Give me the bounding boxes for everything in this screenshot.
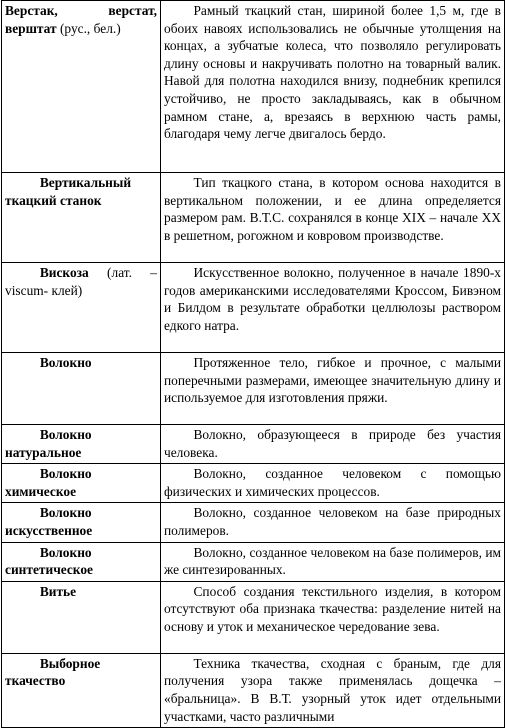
term-title: Волокно [39,355,92,370]
term-cell [2,173,161,263]
term-cell [2,503,161,542]
definition-cell: Протяженное тело, гибкое и прочное, с малыми поперечными размерами, имеющее значительную длину и используемое для изготовления пряжи. [161,353,505,425]
term-note: (рус., бел.) [59,20,121,36]
term-title: Верстак, верстат, верштат [5,3,157,36]
term-title: Вертикальный ткацкий станок [5,175,132,208]
term-cell [2,353,161,425]
table-row [2,464,505,503]
definition-cell: Способ создания текстильного изделия, в котором отсутствуют оба признака ткачества: разделение нитей на основу и уток и механическое чередование зева. [161,581,505,653]
definition-cell: Тип ткацкого стана, в котором основа находится в вертикальном положении, и ее длина определяется размером рам. В.Т.С. сохранялся в конце XIX – начале XX в решетном, рогожном и ковровом производстве. [161,173,505,263]
term-title: Волокно натуральное [5,427,92,460]
term-title: Волокно искусственное [5,505,93,538]
definition-cell: Рамный ткацкий стан, шириной более 1,5 м, где в обоих навоях использовались не обычные утолщения на концах, а зубчатые колеса, что позволяло регулировать длину основы и накручивать полотно на товарный валик. Навой для полотна находился внизу, поднебник крепился устойчиво, не просто закладываясь, как в обычном рамном стане, а, врезаясь в верхнюю часть рамы, благодаря чему легче двигалось бердо. [161,1,505,173]
term-title: Вискоза [39,265,89,280]
term-title: Волокно химическое [5,466,92,499]
table-row [2,653,505,727]
table-row [2,425,505,464]
term-cell [2,653,161,727]
term-note: (лат. – viscum- клей) [5,265,157,298]
glossary-table [1,0,505,728]
table-row [2,263,505,353]
table-row [2,503,505,542]
term-cell [2,1,161,173]
definition-cell: Техника ткачества, сходная с браным, где для получения узора также применялась дощечка – «бральница». В В.Т. узорный уток идет отдельными участками, часто различными [161,653,505,727]
definition-cell: Волокно, созданное человеком с помощью физических и химических процессов. [161,464,505,503]
definition-cell: Искусственное волокно, полученное в начале 1890-х годов американскими исследователями Кроссом, Бивэном и Билдом в результате обработки целлюлозы раствором едкого натра. [161,263,505,353]
term-title: Волокно синтетическое [5,544,93,578]
table-row [2,581,505,653]
table-row [2,542,505,581]
term-title: Выборное ткачество [5,655,101,689]
term-cell [2,263,161,353]
definition-cell: Волокно, созданное человеком на базе природных полимеров. [161,503,505,542]
term-cell [2,581,161,653]
table-row [2,353,505,425]
definition-cell: Волокно, образующееся в природе без участия человека. [161,425,505,464]
term-title: Витье [39,583,77,599]
term-cell [2,464,161,503]
term-cell [2,425,161,464]
definition-cell: Волокно, созданное человеком на базе полимеров, им же синтезированных. [161,542,505,581]
table-row [2,173,505,263]
table-row [2,1,505,173]
term-cell [2,542,161,581]
